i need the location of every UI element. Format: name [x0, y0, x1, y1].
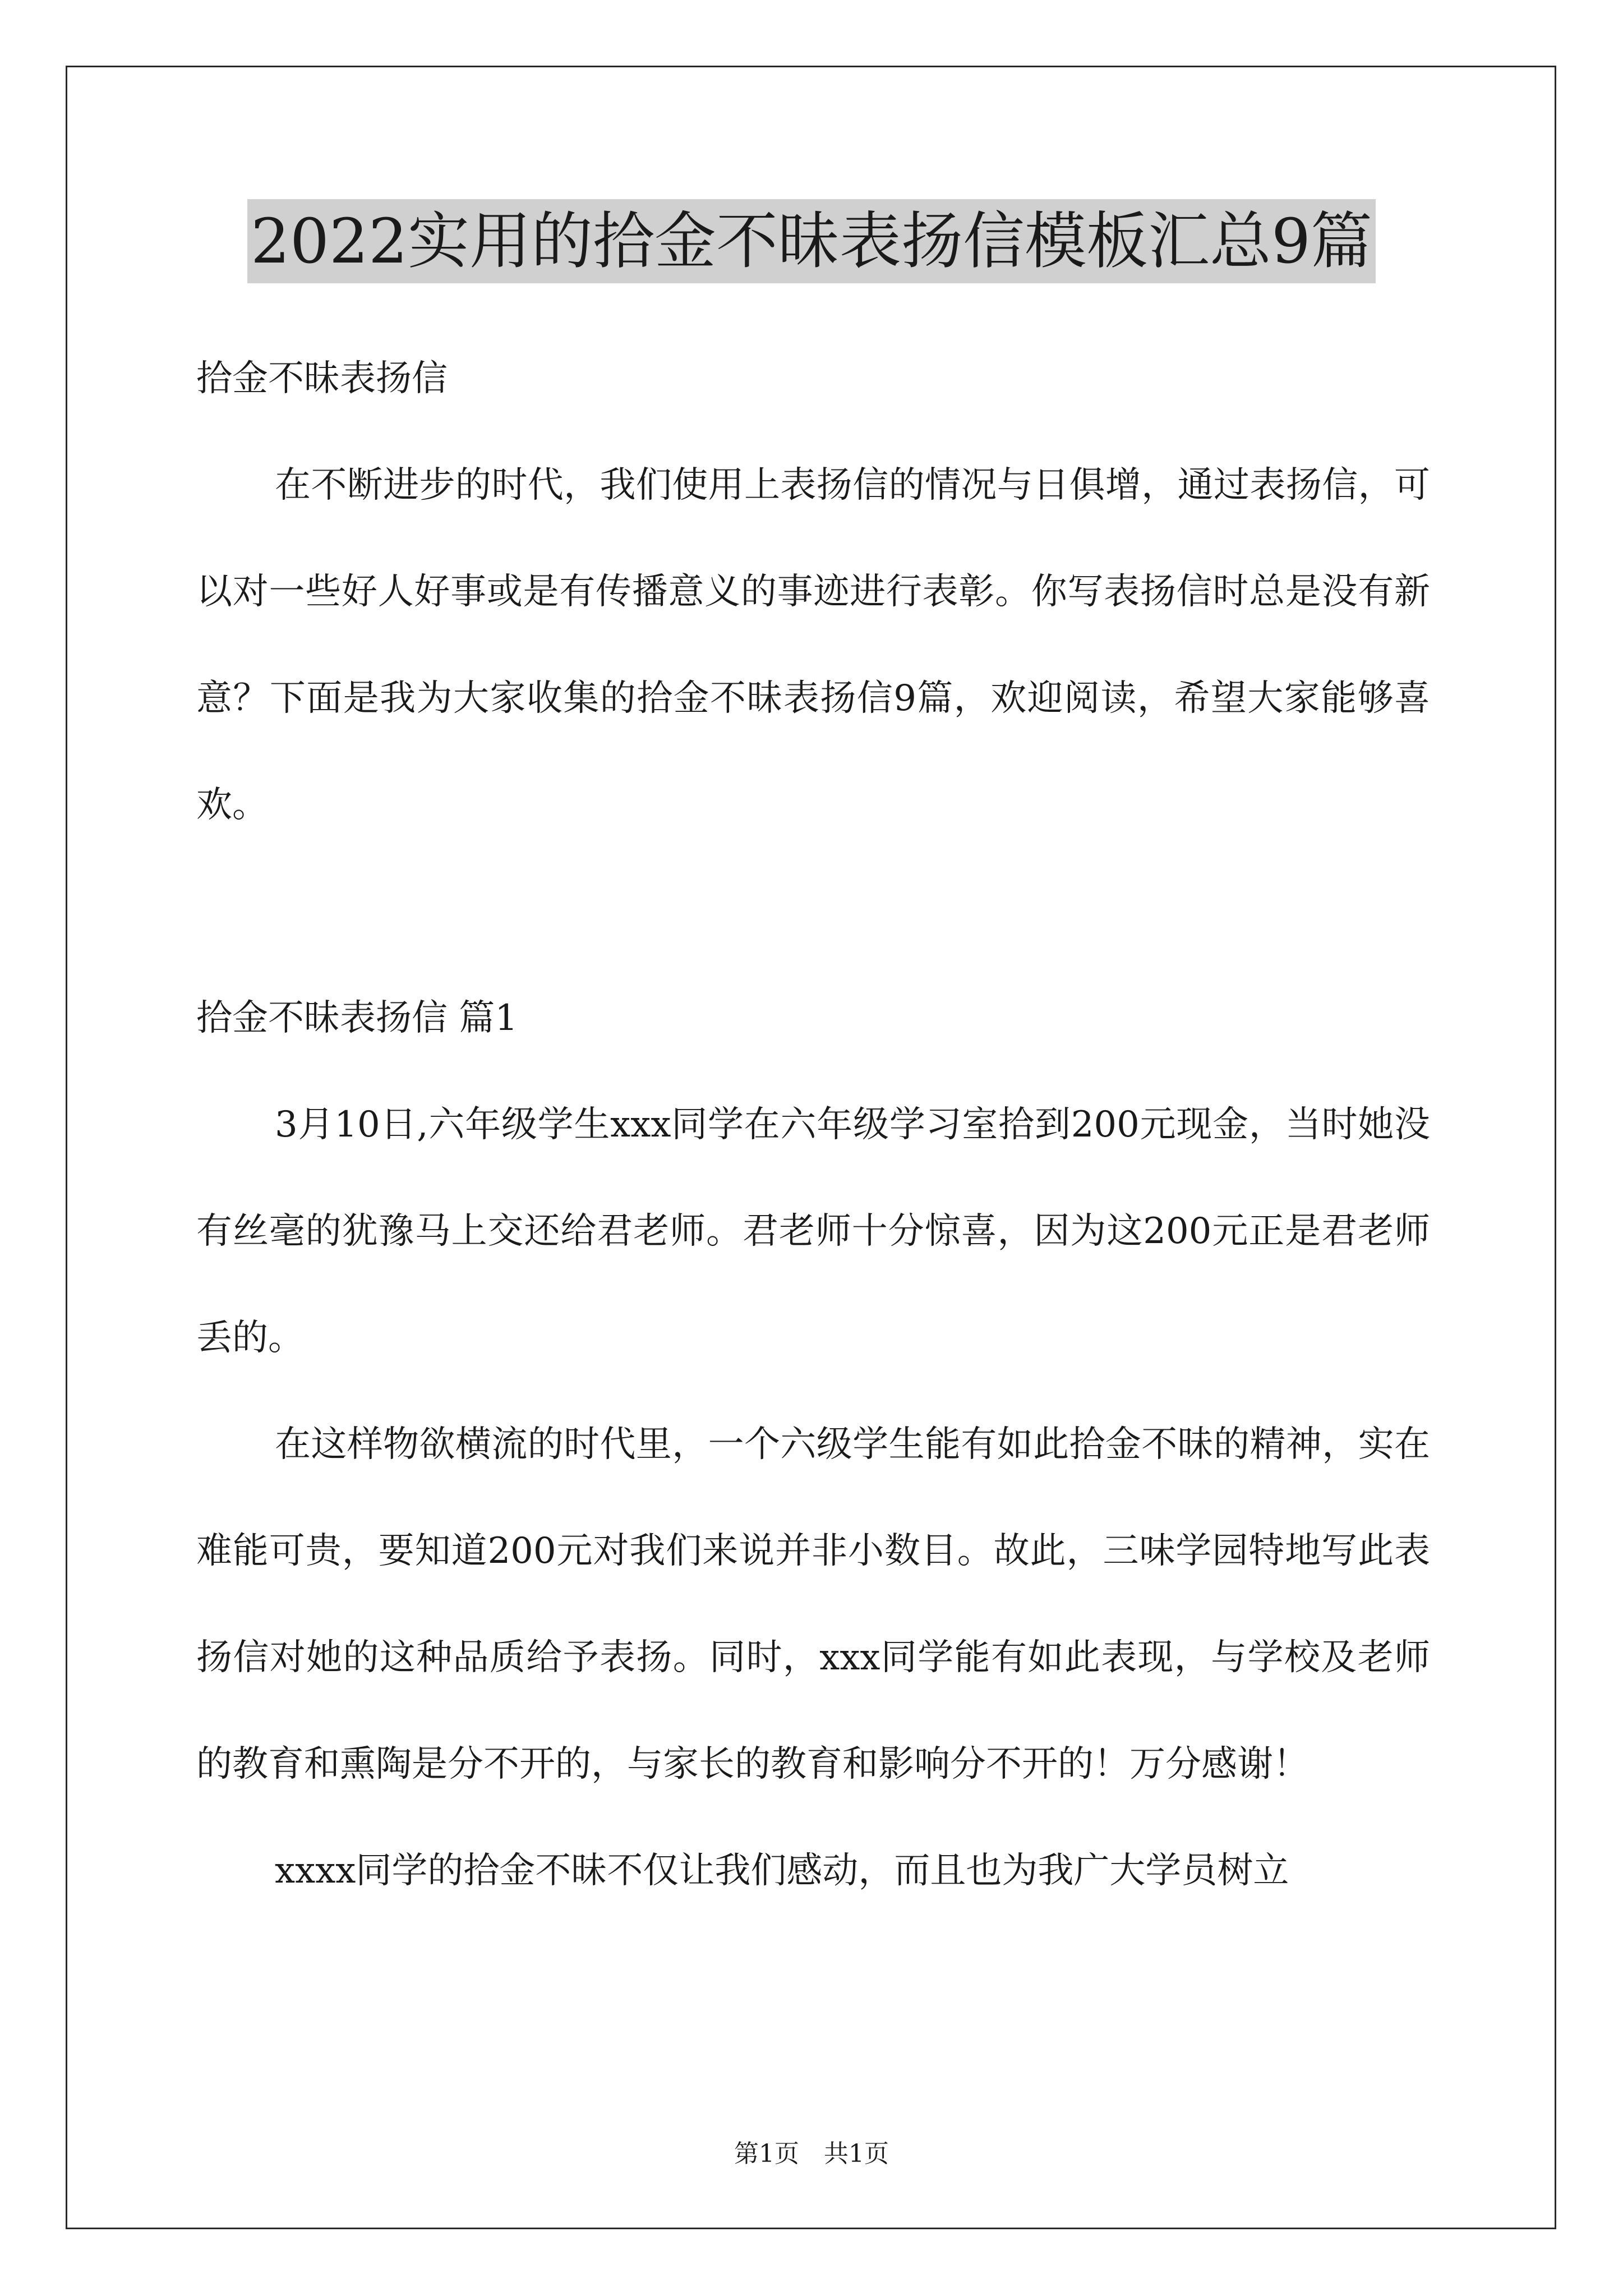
- letter-heading: 拾金不昧表扬信 篇1: [196, 997, 518, 1039]
- body-paragraph: 在这样物欲横流的时代里，一个六级学生能有如此拾金不昧的精神，实在难能可贵，要知道200元对我们来说并非小数目。故此，三味学园特地写此表扬信对她的这种品质给予表扬。同时，xxx同学能有如此表现，与学校及老师的教育和熏陶是分不开的，与家长的教育和影响分不开的！万分感谢！: [196, 1424, 1430, 1785]
- section-heading: 拾金不昧表扬信: [196, 358, 448, 399]
- page-footer: 第1页 共1页: [734, 2139, 889, 2168]
- title-container: [0, 199, 1623, 283]
- body-paragraph: 3月10日,六年级学生xxx同学在六年级学习室拾到200元现金，当时她没有丝毫的犹豫马上交还给君老师。君老师十分惊喜，因为这200元正是君老师丢的。: [196, 1104, 1430, 1359]
- document-body: [196, 325, 1430, 1924]
- blank-line: [196, 858, 1430, 965]
- body-paragraph: xxxx同学的拾金不昧不仅让我们感动，而且也为我广大学员树立: [275, 1850, 1289, 1892]
- document-title: 2022实用的拾金不昧表扬信模板汇总9篇: [247, 199, 1376, 283]
- intro-paragraph: 在不断进步的时代，我们使用上表扬信的情况与日俱增，通过表扬信，可以对一些好人好事或是有传播意义的事迹进行表彰。你写表扬信时总是没有新意？下面是我为大家收集的拾金不昧表扬信9篇，欢迎阅读，希望大家能够喜欢。: [196, 464, 1430, 826]
